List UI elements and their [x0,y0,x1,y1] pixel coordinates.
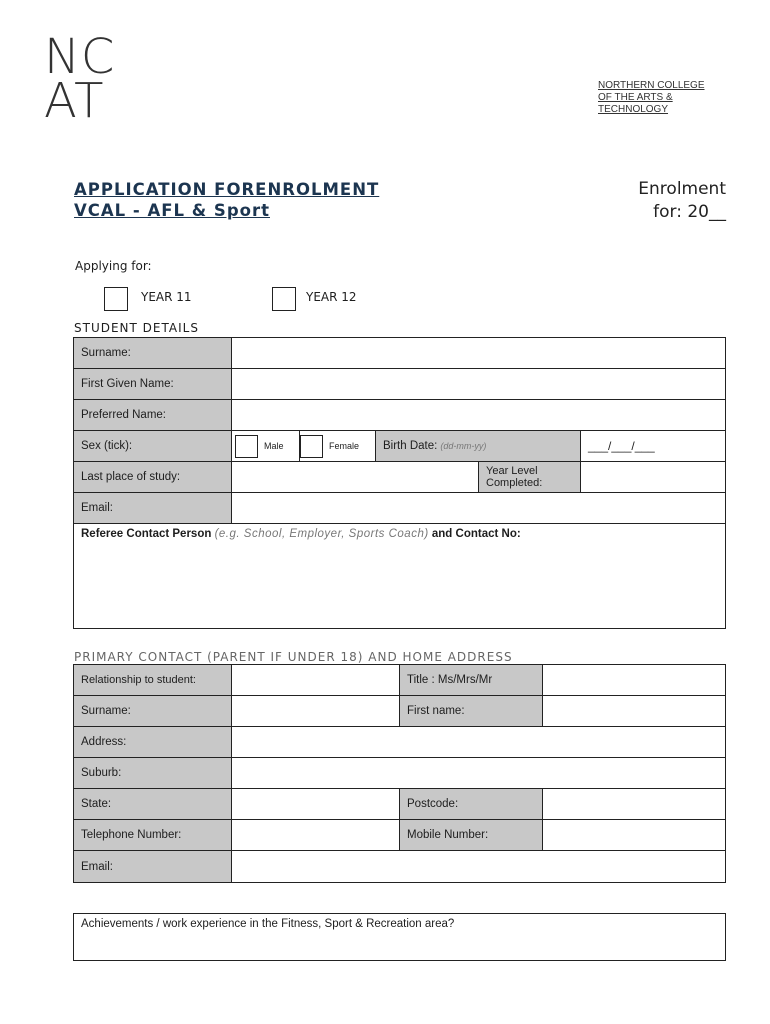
primary-contact-table [73,664,726,883]
preferred-name-row [74,400,725,431]
relationship-field[interactable] [231,665,399,695]
last-study-row [74,462,725,493]
year-level-field[interactable] [580,462,725,492]
state-row [74,789,725,820]
first-name-row [74,369,725,400]
achievements-question: Achievements / work experience in the Fitness, Sport & Recreation area? [81,918,455,930]
relationship-row [74,665,725,696]
year-11-label: YEAR 11 [141,290,192,304]
college-name [598,80,705,116]
first-given-name-label: First Given Name: [74,369,231,399]
surname-row [74,338,725,369]
college-name-line-3: TECHNOLOGY [598,104,669,115]
contact-email-label: Email: [74,851,231,882]
state-field[interactable] [231,789,399,819]
contact-first-name-label: First name: [399,696,542,726]
form-title: APPLICATION FORENROLMENT [74,180,380,199]
contact-surname-field[interactable] [231,696,399,726]
address-field[interactable] [231,727,725,757]
surname-field[interactable] [231,338,725,368]
primary-contact-heading: PRIMARY CONTACT (PARENT IF UNDER 18) AND HOME ADDRESS [74,650,513,664]
male-checkbox[interactable] [235,435,258,458]
referee-hint: (e.g. School, Employer, Sports Coach) [214,528,429,540]
student-email-field[interactable] [231,493,725,523]
male-option [231,431,299,461]
referee-label [81,528,521,540]
relationship-label: Relationship to student: [74,665,231,695]
sex-label: Sex (tick): [74,431,231,461]
student-details-heading: STUDENT DETAILS [74,321,199,335]
preferred-name-label: Preferred Name: [74,400,231,430]
contact-email-field[interactable] [231,851,725,882]
address-label: Address: [74,727,231,757]
mobile-field[interactable] [542,820,725,850]
referee-bold: Referee Contact Person [81,528,212,540]
telephone-field[interactable] [231,820,399,850]
female-option [299,431,375,461]
referee-row[interactable] [74,524,725,628]
college-name-line-2: OF THE ARTS & [598,92,673,103]
student-details-table [73,337,726,629]
enrolment-line-1: Enrolment [638,179,726,199]
student-email-label: Email: [74,493,231,523]
postcode-label: Postcode: [399,789,542,819]
title-label: Title : Ms/Mrs/Mr [399,665,542,695]
birth-date-hint: (dd-mm-yy) [440,441,487,451]
email-row [74,493,725,524]
logo-line-1: NC [44,29,116,85]
state-label: State: [74,789,231,819]
form-subtitle: VCAL - AFL & Sport [74,201,270,220]
female-checkbox[interactable] [300,435,323,458]
address-row [74,727,725,758]
referee-tail: and Contact No: [431,528,521,540]
birth-date-label [375,431,580,461]
first-given-name-field[interactable] [231,369,725,399]
college-name-line-1: NORTHERN COLLEGE [598,80,705,91]
last-place-field[interactable] [231,462,478,492]
telephone-label: Telephone Number: [74,820,231,850]
suburb-row [74,758,725,789]
male-label: Male [264,441,284,451]
female-label: Female [329,441,360,451]
achievements-box[interactable] [73,913,726,961]
applying-for-label: Applying for: [75,259,152,273]
phone-row [74,820,725,851]
contact-email-row [74,851,725,882]
title-field[interactable] [542,665,725,695]
name-row [74,696,725,727]
mobile-label: Mobile Number: [399,820,542,850]
surname-label: Surname: [74,338,231,368]
contact-first-name-field[interactable] [542,696,725,726]
postcode-field[interactable] [542,789,725,819]
year-12-checkbox[interactable] [272,287,296,311]
year-11-checkbox[interactable] [104,287,128,311]
sex-birthdate-row [74,431,725,462]
preferred-name-field[interactable] [231,400,725,430]
enrolment-line-2: for: 20__ [653,202,726,222]
year-level-label: Year Level Completed: [478,462,580,492]
contact-surname-label: Surname: [74,696,231,726]
suburb-field[interactable] [231,758,725,788]
birth-date-field[interactable]: ___/___/___ [580,431,725,461]
year-12-label: YEAR 12 [306,290,357,304]
birth-date-text: Birth Date: [383,440,438,452]
suburb-label: Suburb: [74,758,231,788]
logo-line-2: AT [44,73,105,129]
enrolment-year [638,178,726,224]
last-place-label: Last place of study: [74,462,231,492]
